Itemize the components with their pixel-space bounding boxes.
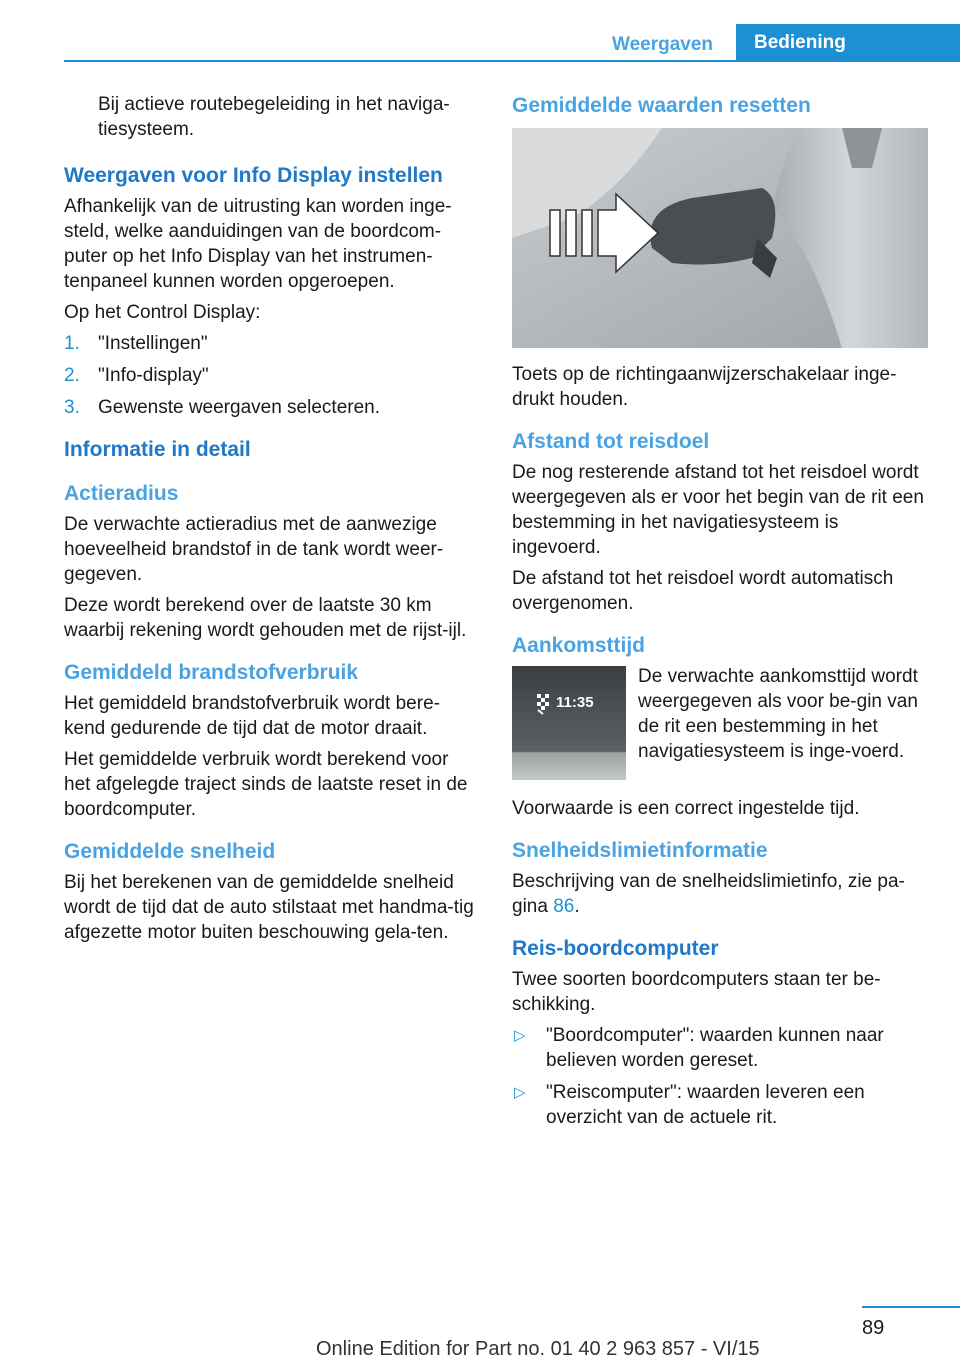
heading-limiet: Snelheidslimietinformatie — [512, 839, 768, 862]
right-column — [512, 92, 928, 1137]
turn-signal-lever-image — [512, 128, 928, 348]
step-number: 2. — [64, 365, 80, 386]
heading-info-display: Weergaven voor Info Display instellen — [64, 164, 443, 187]
step-item — [64, 395, 476, 420]
step-text: Gewenste weergaven selecteren. — [98, 397, 380, 418]
step-text: "Info-display" — [98, 365, 209, 386]
bullet-text: "Reiscomputer": waarden leveren een overzicht van de actuele rit. — [546, 1082, 865, 1128]
voorwaarde-text: Voorwaarde is een correct ingestelde tijd. — [512, 798, 860, 819]
verbruik-text-1: Het gemiddeld brandstofverbruik wordt bere‐kend gedurende de tijd dat de motor draait. — [64, 693, 440, 739]
info-display-text: Afhankelijk van de uitrusting kan worden inge‐steld, welke aanduidingen van de boordcom‐puter op het Info Display van het instrumen‐tenpaneel kunnen worden opgeroepen. — [64, 196, 452, 292]
limiet-text — [512, 869, 928, 919]
page-86-link[interactable]: 86 — [553, 896, 575, 917]
footer-edition: Online Edition for Part no. 01 40 2 963 857 - VI/15 — [316, 1338, 760, 1360]
intro-text: Bij actieve routebegeleiding in het naviga‐tiesysteem. — [98, 94, 450, 140]
header-chapter-tab: Bediening — [736, 24, 960, 62]
triangle-bullet-icon: ▷ — [514, 1084, 526, 1101]
reis-text: Twee soorten boordcomputers staan ter be‐schikking. — [512, 969, 881, 1015]
control-display-text: Op het Control Display: — [64, 302, 261, 323]
step-item — [64, 331, 476, 356]
footer-rule — [862, 1306, 960, 1308]
bullet-text: "Boordcomputer": waarden kunnen naar believen worden gereset. — [546, 1025, 884, 1071]
heading-actieradius: Actieradius — [64, 482, 179, 505]
heading-reset: Gemiddelde waarden resetten — [512, 94, 811, 117]
steps-list — [64, 331, 476, 420]
verbruik-text-2: Het gemiddelde verbruik wordt berekend voor het afgelegde traject sinds de laatste reset in de boordcomputer. — [64, 749, 468, 820]
afstand-text-2: De afstand tot het reisdoel wordt automatisch overgenomen. — [512, 568, 894, 614]
heading-verbruik: Gemiddeld brandstofverbruik — [64, 661, 359, 684]
step-text: "Instellingen" — [98, 333, 208, 354]
snelheid-text: Bij het berekenen van de gemiddelde snelheid wordt de tijd dat de auto stilstaat met handma‐tig afgezette motor buiten beschouwing gela‐ten. — [64, 872, 474, 943]
actieradius-text-1: De verwachte actieradius met de aanwezige hoeveelheid brandstof in de tank wordt weer‐gegeven. — [64, 514, 444, 585]
heading-afstand: Afstand tot reisdoel — [512, 430, 710, 453]
aankomst-text: De verwachte aankomsttijd wordt weergegeven als voor be‐gin van de rit een bestemming in het navigatiesysteem is inge‐voerd. — [638, 666, 918, 762]
left-column — [64, 92, 476, 951]
header-rule — [64, 60, 960, 62]
heading-detail: Informatie in detail — [64, 438, 251, 461]
actieradius-text-2: Deze wordt berekend over de laatste 30 km waarbij rekening wordt gehouden met de rijst‐ijl. — [64, 595, 467, 641]
arrival-time-display-image — [512, 666, 626, 780]
bullet-item — [512, 1080, 928, 1130]
bullet-list — [512, 1023, 928, 1130]
heading-aankomst: Aankomsttijd — [512, 634, 646, 657]
heading-snelheid: Gemiddelde snelheid — [64, 840, 276, 863]
reset-text: Toets op de richtingaanwijzerschakelaar inge‐drukt houden. — [512, 364, 897, 410]
limiet-text-post: . — [574, 896, 580, 917]
aankomst-text-wrap — [638, 664, 938, 770]
step-number: 1. — [64, 333, 80, 354]
limiet-text-pre: Beschrijving van de snelheidslimietinfo, zie pa‐gina — [512, 871, 905, 917]
step-item — [64, 363, 476, 388]
aankomst-block — [512, 664, 928, 786]
step-number: 3. — [64, 397, 80, 418]
page-number: 89 — [862, 1317, 885, 1339]
triangle-bullet-icon: ▷ — [514, 1027, 526, 1044]
bullet-item — [512, 1023, 928, 1073]
display-time: 11:35 — [556, 694, 594, 711]
header-section: Weergaven — [612, 34, 714, 55]
afstand-text-1: De nog resterende afstand tot het reisdoel wordt weergegeven als er voor het begin van de rit een bestemming in het navigatiesysteem is ingevoerd. — [512, 462, 924, 558]
heading-reis: Reis-boordcomputer — [512, 937, 719, 960]
